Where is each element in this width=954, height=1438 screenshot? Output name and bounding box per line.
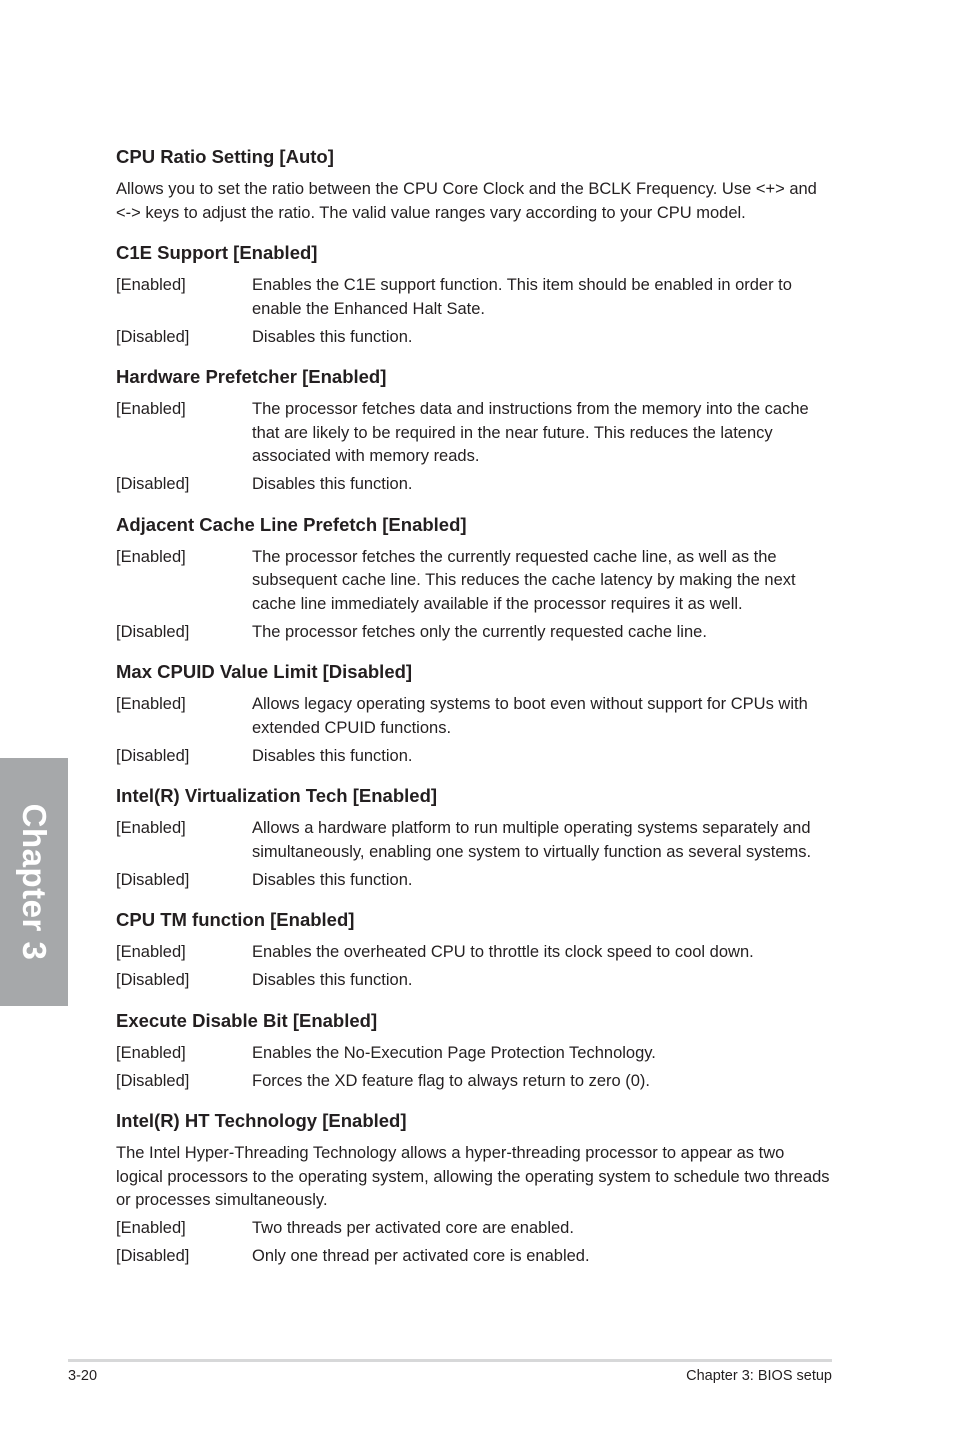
- option-description: Enables the C1E support function. This item should be enabled in order to enable the Enhanced Halt Sate.: [252, 276, 792, 318]
- option-row: [116, 817, 832, 864]
- section-description: Allows you to set the ratio between the CPU Core Clock and the BCLK Frequency. Use <+> and <-> keys to adjust the ratio. The valid value ranges vary according to your CPU model.: [116, 180, 817, 222]
- option-description: Two threads per activated core are enabled.: [252, 1218, 574, 1237]
- section-cpu-tm-function: [116, 907, 832, 993]
- option-key: [Disabled]: [116, 870, 190, 889]
- option-key: [Disabled]: [116, 971, 190, 989]
- option-key: [Disabled]: [116, 746, 190, 765]
- option-row: [116, 1042, 832, 1066]
- option-description: The processor fetches only the currently requested cache line.: [252, 622, 707, 641]
- section-ht-technology: [116, 1108, 832, 1268]
- section-cpu-ratio-setting: [116, 144, 832, 225]
- option-description: Forces the XD feature flag to always return to zero (0).: [252, 1071, 651, 1090]
- option-row: [116, 941, 832, 965]
- option-key: [Enabled]: [116, 1218, 186, 1237]
- option-row: [116, 693, 832, 740]
- section-execute-disable-bit: [116, 1008, 832, 1094]
- footer-divider: [68, 1359, 832, 1362]
- option-key: [Disabled]: [116, 475, 190, 493]
- option-description: Disables this function.: [252, 870, 413, 889]
- option-key: [Enabled]: [116, 400, 186, 418]
- section-description: The Intel Hyper-Threading Technology allows a hyper-threading processor to appear as two logical processors to the operating system, allowing the operating system to schedule two threads or processes simultaneously.: [116, 1144, 830, 1209]
- option-key: [Disabled]: [116, 1071, 190, 1090]
- section-title: Intel(R) Virtualization Tech [Enabled]: [116, 785, 438, 806]
- option-row: [116, 969, 832, 993]
- section-title: Execute Disable Bit [Enabled]: [116, 1009, 378, 1031]
- option-key: [Enabled]: [116, 695, 186, 713]
- section-title: Hardware Prefetcher [Enabled]: [116, 366, 387, 387]
- option-key: [Disabled]: [116, 622, 190, 641]
- section-max-cpuid-value-limit: [116, 659, 832, 768]
- option-description: Allows a hardware platform to run multiple operating systems separately and simultaneously, enabling one system to virtually function as several systems.: [252, 819, 812, 861]
- option-key: [Disabled]: [116, 327, 190, 346]
- chapter-tab-label: Chapter 3: [16, 803, 53, 961]
- section-hardware-prefetcher: [116, 364, 832, 497]
- option-key: [Enabled]: [116, 819, 186, 837]
- option-row: [116, 1245, 832, 1269]
- option-key: [Enabled]: [116, 547, 186, 566]
- option-description: The processor fetches data and instructions from the memory into the cache that are likely to be required in the near future. This reduces the latency associated with memory reads.: [252, 400, 809, 465]
- option-description: Enables the No-Execution Page Protection Technology.: [252, 1043, 656, 1062]
- option-key: [Enabled]: [116, 943, 186, 961]
- option-key: [Enabled]: [116, 1043, 186, 1062]
- option-description: Disables this function.: [252, 971, 413, 989]
- option-row: [116, 326, 832, 350]
- section-adjacent-cache-line-prefetch: [116, 512, 832, 645]
- option-description: Disables this function.: [252, 327, 413, 346]
- footer-chapter-label: Chapter 3: BIOS setup: [686, 1368, 832, 1384]
- page-number: 3-20: [68, 1368, 98, 1384]
- option-description: Only one thread per activated core is enabled.: [252, 1246, 590, 1265]
- section-title: Adjacent Cache Line Prefetch [Enabled]: [116, 513, 467, 535]
- section-title: CPU TM function [Enabled]: [116, 909, 355, 930]
- option-row: [116, 745, 832, 769]
- option-row: [116, 473, 832, 497]
- option-description: Disables this function.: [252, 475, 413, 493]
- option-row: [116, 621, 832, 645]
- section-c1e-support: [116, 240, 832, 349]
- option-row: [116, 1070, 832, 1094]
- option-row: [116, 398, 832, 469]
- section-virtualization-tech: [116, 783, 832, 892]
- option-row: [116, 274, 832, 321]
- section-title: C1E Support [Enabled]: [116, 242, 318, 263]
- bios-item-list: [116, 144, 832, 1273]
- section-title: Intel(R) HT Technology [Enabled]: [116, 1110, 407, 1131]
- option-description: Disables this function.: [252, 746, 413, 765]
- section-title: CPU Ratio Setting [Auto]: [116, 146, 334, 167]
- chapter-tab: [0, 758, 68, 1006]
- option-description: Allows legacy operating systems to boot even without support for CPUs with extended CPUID functions.: [252, 695, 808, 737]
- option-description: Enables the overheated CPU to throttle its clock speed to cool down.: [252, 943, 754, 961]
- option-row: [116, 1217, 832, 1241]
- section-title: Max CPUID Value Limit [Disabled]: [116, 661, 413, 682]
- option-row: [116, 869, 832, 893]
- option-key: [Enabled]: [116, 276, 186, 294]
- option-description: The processor fetches the currently requested cache line, as well as the subsequent cache line. This reduces the cache latency by making the next cache line immediately available if the processor requires it as well.: [252, 547, 796, 613]
- option-key: [Disabled]: [116, 1246, 190, 1265]
- option-row: [116, 546, 832, 617]
